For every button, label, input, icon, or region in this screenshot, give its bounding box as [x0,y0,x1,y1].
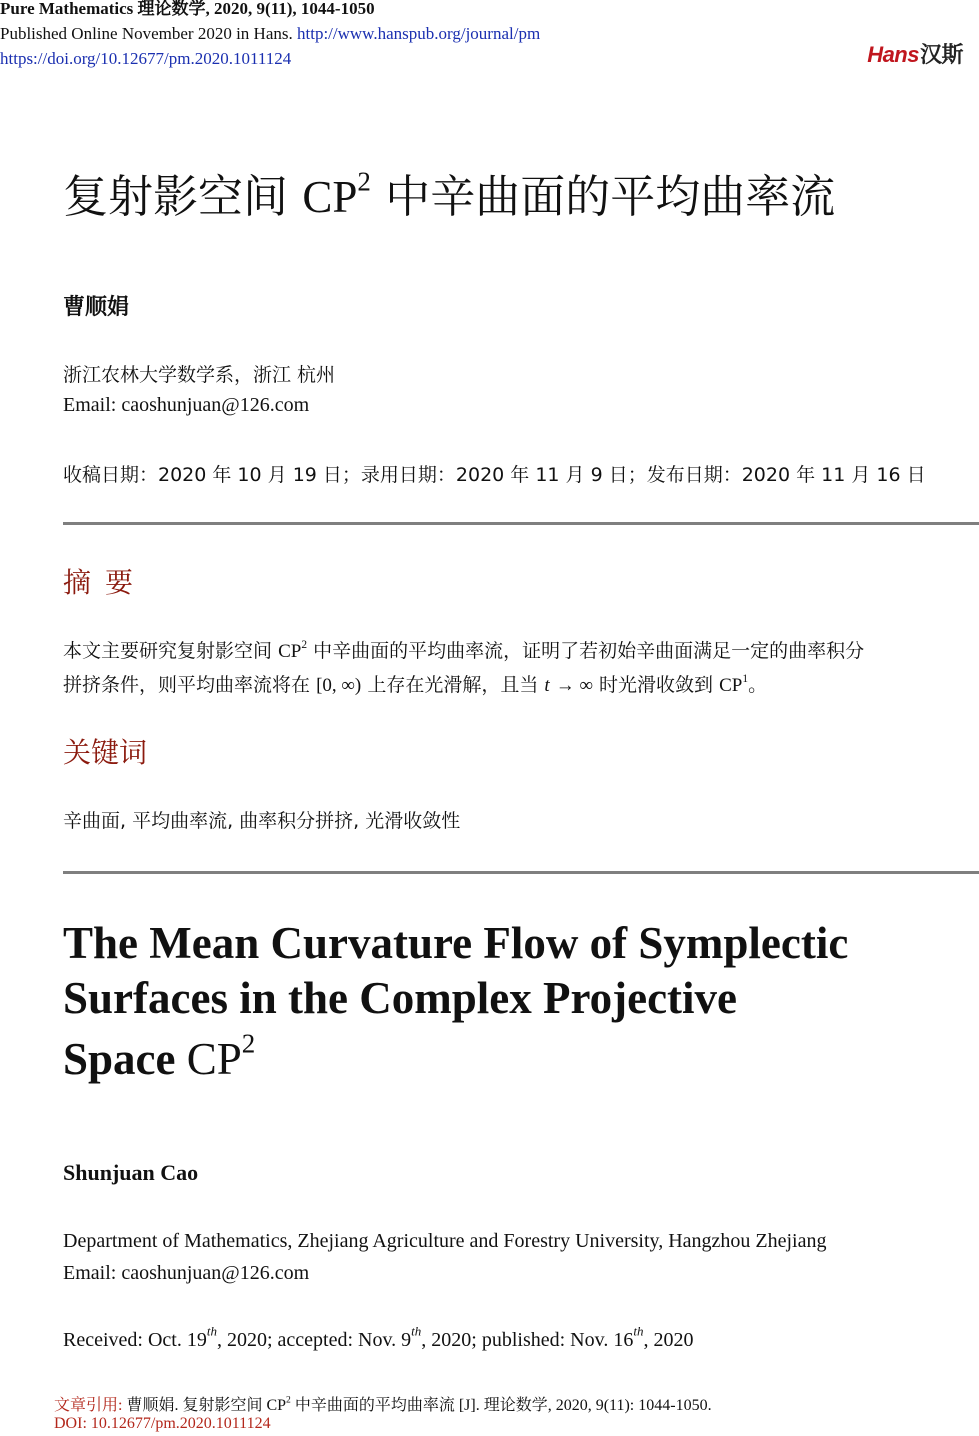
chinese-affiliation: 浙江农林大学数学系，浙江 杭州 [63,364,336,386]
logo-cn: 汉斯 [919,42,963,67]
divider-top [63,522,979,525]
cn-title-math: $CP^2$ [302,166,371,222]
cn-title-post: 中辛曲面的平均曲率流 [385,170,836,223]
chinese-title [63,160,835,225]
divider-middle [63,871,979,874]
english-email: Email: caoshunjuan@126.com [63,1262,310,1284]
citation-label: 文章引用: [54,1397,123,1414]
journal-citation: Pure Mathematics 理论数学, 2020, 9(11), 1044-1050 [0,0,375,18]
abstract-line-2: 拼挤条件，则平均曲率流将在 [0, ∞) 上存在光滑解，且当 t → ∞ 时光滑收敛到 $CP^1$。 [63,672,768,696]
english-author: Shunjuan Cao [63,1160,199,1185]
hans-logo [867,38,963,69]
en-title-line-3: Space $CP^2$ [63,1028,256,1084]
published-prefix: Published Online November 2020 in Hans. [0,24,293,43]
keywords-heading: 关键词 [63,736,148,769]
journal-url-link[interactable]: http://www.hanspub.org/journal/pm [297,24,541,43]
cn-title-pre: 复射影空间 [63,170,289,223]
abstract-line-1: 本文主要研究复射影空间 $CP^2$ 中辛曲面的平均曲率流，证明了若初始辛曲面满足一定的曲率积分 [63,638,865,662]
logo-latin: Hans [867,42,919,67]
en-title-line-2: Surfaces in the Complex Projective [63,973,738,1023]
published-line [0,22,540,46]
chinese-author: 曹顺娟 [63,295,130,320]
en-title-line-1: The Mean Curvature Flow of Symplectic [63,918,849,968]
english-affiliation: Department of Mathematics, Zhejiang Agriculture and Forestry University, Hangzhou Zhejiang [63,1230,827,1252]
english-dates: Received: Oct. 19th, 2020; accepted: Nov. 9th, 2020; published: Nov. 16th, 2020 [63,1323,694,1351]
chinese-dates: 收稿日期：2020 年 10 月 19 日；录用日期：2020 年 11 月 9 日；发布日期：2020 年 11 月 16 日 [63,464,926,486]
chinese-email: Email: caoshunjuan@126.com [63,394,310,416]
citation-line: 文章引用: 曹顺娟. 复射影空间 $CP^2$ 中辛曲面的平均曲率流 [J]. 理论数学, 2020, 9(11): 1044-1050. [54,1394,712,1414]
doi-url-line [0,47,291,71]
keywords-text: 辛曲面, 平均曲率流, 曲率积分拼挤, 光滑收敛性 [63,810,461,832]
citation-doi: DOI: 10.12677/pm.2020.1011124 [54,1415,271,1432]
doi-url-link[interactable]: https://doi.org/10.12677/pm.2020.1011124 [0,49,292,68]
english-title [63,916,973,1087]
abstract-heading: 摘要 [63,566,148,599]
